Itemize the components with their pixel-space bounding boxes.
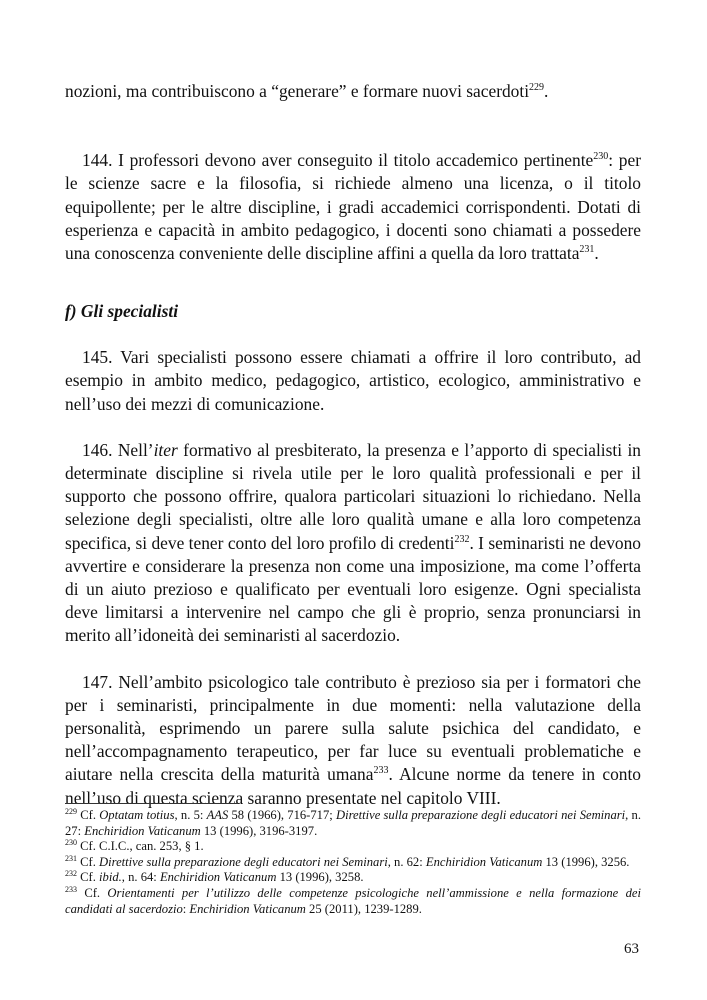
footnote-229: $^{229}$ Cf. Optatam totius, n. 5: AAS 58 (1966), 716-717; Direttive sulla preparazione degli educatori nei Seminari, n. 27: Enchiridion Vaticanum 13 (1996), 3196-3197. (65, 807, 641, 838)
footnote-number: 230 (65, 838, 77, 848)
page-number: 63 (624, 941, 639, 957)
page-body (65, 80, 641, 810)
text: nozioni, ma contribuiscono a “generare” e formare nuovi sacerdoti (65, 81, 530, 101)
paragraph-continuation (65, 80, 641, 103)
footnote-divider (65, 803, 238, 804)
footnote-number: 232 (65, 869, 77, 879)
section-heading: f) Gli specialisti (65, 301, 179, 322)
footnote-233: $^{233}$ Cf. Orientamenti per l’utilizzo delle competenze psicologiche nell’ammissione e nella formazione dei candidati al sacerdozio: Enchiridion Vaticanum 25 (2011), 1239-1289. (65, 884, 641, 916)
text: 144. I professori devono aver conseguito il titolo accademico pertinente (82, 150, 594, 171)
paragraph-144 (65, 149, 641, 265)
footnote-232: $^{232}$ Cf. ibid., n. 64: Enchiridion Vaticanum 13 (1996), 3258. (65, 869, 364, 885)
footnote-number: 231 (65, 853, 77, 863)
italic-term: iter (153, 439, 178, 460)
footnote-231: $^{231}$ Cf. Direttive sulla preparazione degli educatori nei Seminari, n. 62: Enchiridion Vaticanum 13 (1996), 3256. (65, 853, 630, 869)
text: . Alcune norme da tenere in conto nell’uso di questa scienza saranno presentate nel capitolo VIII. (65, 764, 641, 808)
paragraph-147 (65, 671, 641, 810)
footnote-number: 229 (65, 807, 77, 816)
footnote-ref-231[interactable]: 231 (579, 244, 595, 256)
paragraph-145: 145. Vari specialisti possono essere chiamati a offrire il loro contributo, ad esempio in ambito medico, pedagogico, artistico, ecologico, amministrativo e nell’uso dei mezzi di comunicazione. (65, 347, 641, 414)
text: formativo al presbiterato, la presenza e l’apporto di specialisti in determinate discipline si rivela utile per le loro qualità professionali e per il supporto che possono offrire, qualora particolari situazioni lo richiedano. Nella selezione degli specialisti, oltre alle loro qualità umane e alla loro competenza specifica, si deve tener conto del loro profilo di credenti (65, 439, 641, 553)
footnote-ref-230[interactable]: 230 (593, 151, 609, 163)
text: 147. Nell’ambito psicologico tale contributo è prezioso sia per i formatori che per i seminaristi, principalmente in due momenti: nella valutazione della personalità, esprimendo un parere sulla salute psichica del candidato, e nell’accompagnamento terapeutico, per far luce su eventuali problematiche e aiutare nella crescita della maturità umana (65, 671, 641, 785)
text: : per le scienze sacre e la filosofia, si richiede almeno una licenza, o il titolo equipollente; per le altre discipline, i gradi accademici corrispondenti. Dotati di esperienza e capacità in ambito pedagogico, i docenti sono chiamati a possedere una conoscenza conveniente delle discipline affini a quella da loro trattata (65, 150, 641, 264)
footnotes (65, 808, 641, 917)
paragraph-146 (65, 439, 641, 648)
footnote-230: $^{230}$ Cf. C.I.C., can. 253, § 1. (65, 838, 204, 854)
text: . (594, 243, 599, 264)
footnote-ref-232[interactable]: 232 (454, 533, 470, 545)
footnote-ref-233[interactable]: 233 (373, 765, 389, 777)
footnote-ref-229[interactable]: 229 (529, 82, 545, 93)
footnote-number: 233 (65, 884, 77, 894)
text: . I seminaristi ne devono avvertire e considerare la presenza non come una imposizione, ma come l’offerta di un aiuto prezioso e qualificato per eventuali loro esigenze. Ogni specialista deve limitarsi a intervenire nel campo che gli è proprio, senza pronunciarsi in merito all’idoneità dei seminaristi al sacerdozio. (65, 532, 641, 646)
text: . (544, 81, 549, 101)
text: 146. Nell’ (82, 439, 154, 460)
